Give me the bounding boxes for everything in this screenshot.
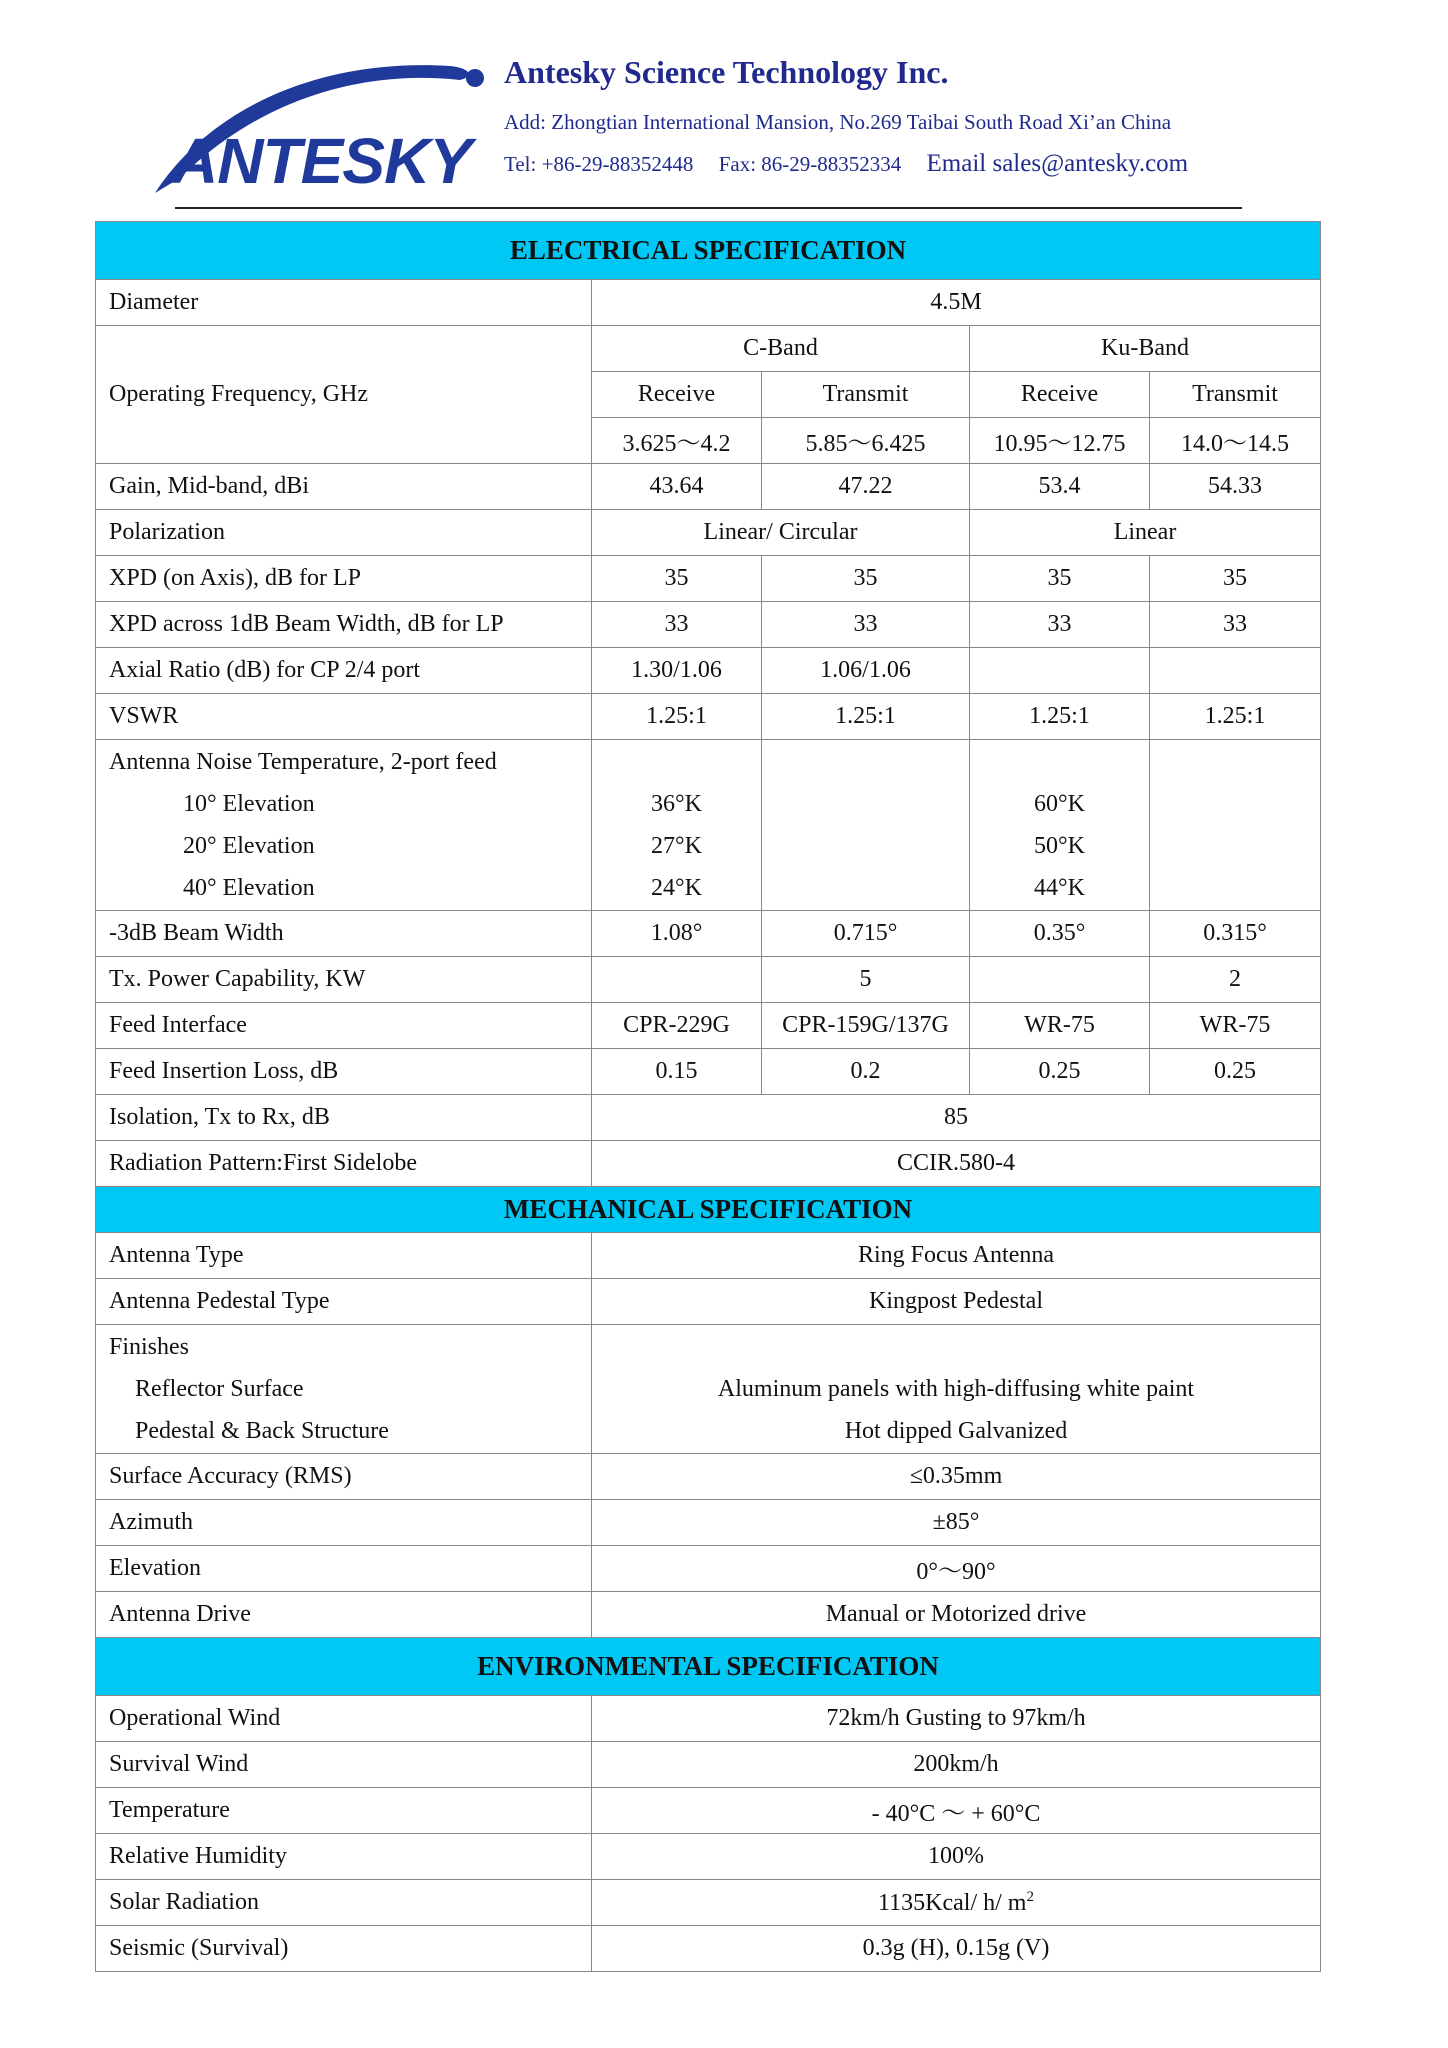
company-name: Antesky Science Technology Inc.: [504, 54, 949, 90]
row-label: Feed Insertion Loss, dB: [96, 1049, 592, 1095]
row-value: 0.25: [970, 1049, 1150, 1095]
table-row: [96, 694, 1321, 740]
line: 20° Elevation: [183, 833, 315, 859]
row-label: Antenna Pedestal Type: [96, 1279, 592, 1325]
table-row: [96, 1880, 1321, 1926]
row-value: 1.25:1: [762, 694, 970, 740]
line: Hot dipped Galvanized: [844, 1418, 1068, 1444]
row-label: Antenna Drive: [96, 1592, 592, 1638]
table-row: [96, 1500, 1321, 1546]
table-row: [96, 648, 1321, 694]
row-value: Manual or Motorized drive: [592, 1592, 1321, 1638]
solar-value: [592, 1880, 1321, 1926]
table-cell: 4.5M: [592, 280, 1321, 326]
row-value: 33: [970, 602, 1150, 648]
row-value: CPR-229G: [592, 1003, 762, 1049]
table-row: [96, 326, 1321, 372]
row-label: Elevation: [96, 1546, 592, 1592]
company-address: Add: Zhongtian International Mansion, No.269 Taibai South Road Xi’an China: [504, 110, 1172, 134]
direction-header: Receive: [970, 372, 1150, 418]
band-header: C-Band: [592, 326, 970, 372]
direction-header: Transmit: [762, 372, 970, 418]
row-value: Linear/ Circular: [592, 510, 970, 556]
electrical-header: [96, 222, 1321, 280]
row-value: WR-75: [970, 1003, 1150, 1049]
row-value: 1.25:1: [970, 694, 1150, 740]
finishes-values: [592, 1325, 1321, 1454]
row-value: 53.4: [970, 464, 1150, 510]
row-value: 100%: [592, 1834, 1321, 1880]
tel: Tel: +86-29-88352448: [504, 152, 694, 176]
table-row: [96, 1095, 1321, 1141]
spec-table: [95, 221, 1321, 1972]
solar-text: 1135Kcal/ h/ m: [878, 1889, 1027, 1916]
table-cell: [1150, 740, 1321, 911]
noise-values: [970, 740, 1150, 911]
row-label: VSWR: [96, 694, 592, 740]
frequency-range: 5.85～6.425: [762, 418, 970, 464]
row-label: Antenna Type: [96, 1233, 592, 1279]
direction-header: Receive: [592, 372, 762, 418]
row-label: Axial Ratio (dB) for CP 2/4 port: [96, 648, 592, 694]
line: 44°K: [1034, 875, 1085, 901]
line: [592, 1326, 1320, 1368]
row-value: Linear: [970, 510, 1321, 556]
table-row: [96, 280, 1321, 326]
table-cell: [762, 740, 970, 911]
row-label: Relative Humidity: [96, 1834, 592, 1880]
row-label: Radiation Pattern:First Sidelobe: [96, 1141, 592, 1187]
table-row: [96, 464, 1321, 510]
row-value: 1.30/1.06: [592, 648, 762, 694]
direction-header: Transmit: [1150, 372, 1321, 418]
row-value: WR-75: [1150, 1003, 1321, 1049]
frequency-range: 14.0～14.5: [1150, 418, 1321, 464]
line: Antenna Noise Temperature, 2-port feed: [109, 749, 497, 775]
table-row: [96, 602, 1321, 648]
antesky-logo: [150, 58, 485, 198]
table-row: [96, 510, 1321, 556]
table-row: [96, 1926, 1321, 1972]
section-title: ELECTRICAL SPECIFICATION: [96, 222, 1321, 280]
row-label: -3dB Beam Width: [96, 911, 592, 957]
table-cell: 0.3g (H), 0.15g (V): [592, 1926, 1321, 1972]
row-value: 0.2: [762, 1049, 970, 1095]
row-value: 0.35°: [970, 911, 1150, 957]
table-row: [96, 1325, 1321, 1454]
frequency-range: 10.95～12.75: [970, 418, 1150, 464]
row-value: [970, 957, 1150, 1003]
row-value: ±85°: [592, 1500, 1321, 1546]
row-value: 33: [1150, 602, 1321, 648]
frequency-range: 3.625～4.2: [592, 418, 762, 464]
line: Pedestal & Back Structure: [135, 1418, 389, 1444]
table-row: [96, 1592, 1321, 1638]
row-label: Temperature: [96, 1788, 592, 1834]
row-value: 200km/h: [592, 1742, 1321, 1788]
table-row: [96, 1546, 1321, 1592]
table-row: [96, 1696, 1321, 1742]
table-row: [96, 1454, 1321, 1500]
row-value: 0.315°: [1150, 911, 1321, 957]
row-value: [592, 957, 762, 1003]
row-label: Operational Wind: [96, 1696, 592, 1742]
row-value: 85: [592, 1095, 1321, 1141]
row-value: 35: [762, 556, 970, 602]
line: Reflector Surface: [135, 1376, 304, 1402]
band-header: Ku-Band: [970, 326, 1321, 372]
noise-label: [96, 740, 592, 911]
line: 40° Elevation: [183, 875, 315, 901]
table-cell: Operating Frequency, GHz: [96, 326, 592, 464]
row-value: 2: [1150, 957, 1321, 1003]
line: 60°K: [1034, 791, 1085, 817]
row-value: [1150, 648, 1321, 694]
environmental-header: [96, 1638, 1321, 1696]
row-value: 0°～90°: [592, 1546, 1321, 1592]
line: Aluminum panels with high-diffusing white paint: [717, 1376, 1195, 1402]
row-label: Isolation, Tx to Rx, dB: [96, 1095, 592, 1141]
table-row: [96, 1049, 1321, 1095]
table-row: [96, 911, 1321, 957]
line: [970, 741, 1149, 783]
section-title: ENVIRONMENTAL SPECIFICATION: [96, 1638, 1321, 1696]
header-divider: [175, 207, 1242, 209]
row-value: Kingpost Pedestal: [592, 1279, 1321, 1325]
table-row: [96, 1003, 1321, 1049]
line: 36°K: [651, 791, 702, 817]
line: 50°K: [1034, 833, 1085, 859]
table-row: [96, 957, 1321, 1003]
row-value: [970, 648, 1150, 694]
row-value: CCIR.580-4: [592, 1141, 1321, 1187]
row-value: 1.25:1: [1150, 694, 1321, 740]
row-label: Feed Interface: [96, 1003, 592, 1049]
finishes-label: [96, 1325, 592, 1454]
line: [592, 741, 761, 783]
table-cell: Diameter: [96, 280, 592, 326]
contact-line: [504, 150, 1188, 178]
row-label: Survival Wind: [96, 1742, 592, 1788]
row-value: 1.08°: [592, 911, 762, 957]
table-cell: Seismic (Survival): [96, 1926, 592, 1972]
row-value: 35: [1150, 556, 1321, 602]
line: Finishes: [109, 1334, 190, 1360]
noise-values: [592, 740, 762, 911]
row-label: Gain, Mid-band, dBi: [96, 464, 592, 510]
row-value: 72km/h Gusting to 97km/h: [592, 1696, 1321, 1742]
row-value: 33: [762, 602, 970, 648]
row-label: Tx. Power Capability, KW: [96, 957, 592, 1003]
email[interactable]: Email sales@antesky.com: [926, 150, 1189, 177]
line: 10° Elevation: [183, 791, 315, 817]
table-row: [96, 1233, 1321, 1279]
row-value: 5: [762, 957, 970, 1003]
row-value: 43.64: [592, 464, 762, 510]
row-value: 0.715°: [762, 911, 970, 957]
svg-text:ANTESKY: ANTESKY: [172, 125, 472, 197]
table-row: [96, 1788, 1321, 1834]
row-value: 0.25: [1150, 1049, 1321, 1095]
fax: Fax: 86-29-88352334: [718, 152, 902, 176]
row-value: 35: [592, 556, 762, 602]
row-value: 33: [592, 602, 762, 648]
table-row: [96, 1279, 1321, 1325]
solar-exponent: 2: [1026, 1888, 1034, 1905]
table-row: [96, 556, 1321, 602]
row-value: 47.22: [762, 464, 970, 510]
row-value: - 40°C ～ + 60°C: [592, 1788, 1321, 1834]
row-label: Azimuth: [96, 1500, 592, 1546]
section-title: MECHANICAL SPECIFICATION: [96, 1187, 1321, 1233]
row-value: 0.15: [592, 1049, 762, 1095]
table-row: [96, 1834, 1321, 1880]
table-cell: Solar Radiation: [96, 1880, 592, 1926]
row-value: 35: [970, 556, 1150, 602]
row-value: CPR-159G/137G: [762, 1003, 970, 1049]
row-value: ≤0.35mm: [592, 1454, 1321, 1500]
line: 27°K: [651, 833, 702, 859]
row-value: 54.33: [1150, 464, 1321, 510]
row-value: 1.06/1.06: [762, 648, 970, 694]
row-label: Surface Accuracy (RMS): [96, 1454, 592, 1500]
row-label: XPD (on Axis), dB for LP: [96, 556, 592, 602]
row-label: Polarization: [96, 510, 592, 556]
table-row: [96, 1742, 1321, 1788]
mechanical-header: [96, 1187, 1321, 1233]
row-label: XPD across 1dB Beam Width, dB for LP: [96, 602, 592, 648]
table-row: [96, 1141, 1321, 1187]
row-value: 1.25:1: [592, 694, 762, 740]
line: 24°K: [651, 875, 702, 901]
row-value: Ring Focus Antenna: [592, 1233, 1321, 1279]
table-row: [96, 740, 1321, 911]
